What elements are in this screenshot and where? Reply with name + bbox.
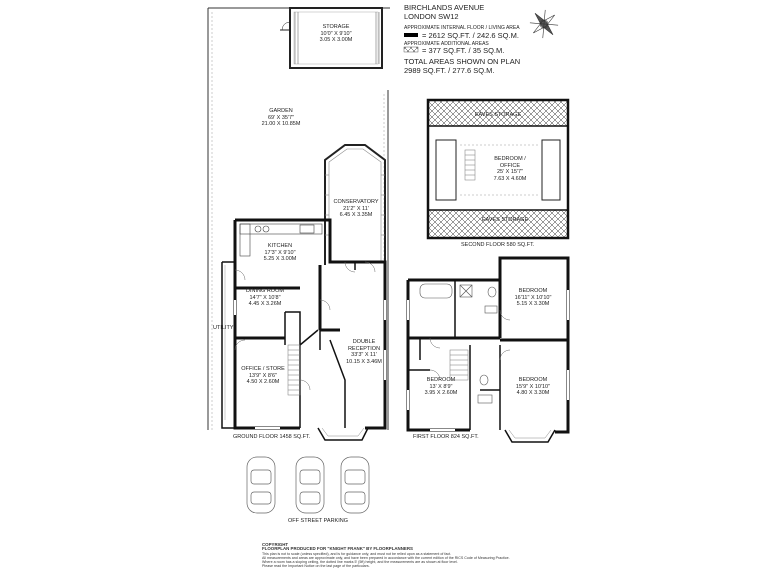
kitchen-label: KITCHEN 17'3" X 9'10" 5.25 X 3.00M [263,243,297,262]
additional-area-legend-swatch [404,47,418,52]
internal-area-label: APPROXIMATE INTERNAL FLOOR / LIVING AREA [404,25,520,31]
bedroom-1-label: BEDROOM 16'11" X 10'10" 5.15 X 3.30M [514,288,552,307]
conservatory-label: CONSERVATORY 21'2" X 11' 6.45 X 3.35M [333,199,379,218]
address-line1: BIRCHLANDS AVENUE [404,3,485,12]
internal-area-legend-swatch [404,33,418,37]
dining-room-label: DINING ROOM 14'7" X 10'8" 4.45 X 3.26M [246,288,284,307]
bay-window-icon [318,428,368,440]
second-floor-area-label: SECOND FLOOR 580 SQ.FT. [461,242,535,248]
eaves-storage-top-label: EAVES STORAGE [474,112,522,118]
office-store-label: OFFICE / STORE 13'9" X 8'6" 4.50 X 2.60M [241,366,285,385]
storage-label: STORAGE 10'0" X 9'10" 3.05 X 3.00M [319,24,353,43]
bedroom-3-label: BEDROOM 15'9" X 10'10" 4.80 X 3.30M [515,377,551,396]
total-area-label: TOTAL AREAS SHOWN ON PLAN [404,57,521,66]
first-floor-windows [408,290,568,430]
address-line2: LONDON SW12 [404,12,459,21]
ground-floor-walls [235,220,385,428]
total-area-value: 2989 SQ.FT. / 277.6 SQ.M. [404,66,495,75]
stairs-icon [450,350,468,380]
compass-rose-icon [524,4,563,43]
additional-area-value: = 377 SQ.FT. / 35 SQ.M. [422,46,505,55]
garden-label: GARDEN 69' X 35'7" 21.00 X 10.85M [261,108,301,127]
first-floor-area-label: FIRST FLOOR 824 SQ.FT. [413,434,479,440]
utility-label: UTILITY [213,325,234,331]
additional-area-label: APPROXIMATE ADDITIONAL AREAS [404,41,489,47]
bedroom-office-label: BEDROOM / OFFICE 25' X 15'7" 7.63 X 4.60M [493,156,527,182]
car-icon [296,457,324,513]
off-street-parking-label: OFF STREET PARKING [288,518,348,524]
utility-room [222,262,235,428]
car-icon [247,457,275,513]
copyright-notice: COPYRIGHT FLOORPLAN PRODUCED FOR "KNIGHT FRANK" BY FLOORPLANNERS This plan is not to scale (unless specified), and is for guidance only, and must not be relied upon as a statement of fact. All measurements and areas are approximate only, and have been prepared in accordance with the current edition of the RICS Code of Measuring Practice. Where a room has a sloping ceiling, the dotted line marks 5' (5ft) height, and the measurements are as shown at floor level. Please read the Important Notice on the last page of the particulars. [262,542,510,569]
double-reception-label: DOUBLE RECEPTION 33'3" X 11' 10.15 X 3.46M [346,339,382,365]
eaves-storage-bottom-label: EAVES STORAGE [481,217,529,223]
ground-floor-area-label: GROUND FLOOR 1458 SQ.FT. [233,434,311,440]
bedroom-2-label: BEDROOM 13' X 8'9" 3.95 X 2.60M [424,377,458,396]
internal-area-value: = 2612 SQ.FT. / 242.6 SQ.M. [422,31,519,40]
bay-window-icon [505,430,555,442]
stairs-icon [288,345,300,395]
car-icon [341,457,369,513]
